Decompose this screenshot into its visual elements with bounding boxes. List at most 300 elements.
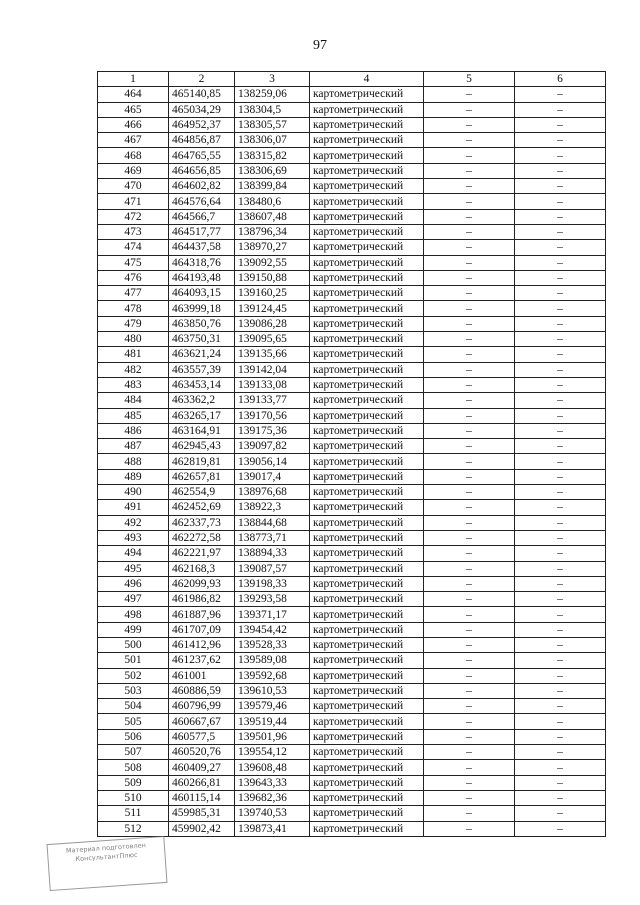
column-6-cell: – bbox=[515, 592, 606, 607]
column-6-cell: – bbox=[515, 240, 606, 255]
column-6-cell: – bbox=[515, 485, 606, 500]
x-coordinate-cell: 464576,64 bbox=[169, 194, 235, 209]
column-6-cell: – bbox=[515, 790, 606, 805]
point-number-cell: 496 bbox=[98, 576, 169, 591]
column-6-cell: – bbox=[515, 148, 606, 163]
y-coordinate-cell: 139170,56 bbox=[235, 408, 310, 423]
y-coordinate-cell: 138976,68 bbox=[235, 485, 310, 500]
column-5-cell: – bbox=[424, 607, 515, 622]
column-5-cell: – bbox=[424, 87, 515, 102]
column-5-cell: – bbox=[424, 515, 515, 530]
column-6-cell: – bbox=[515, 408, 606, 423]
y-coordinate-cell: 139643,33 bbox=[235, 775, 310, 790]
column-5-cell: – bbox=[424, 469, 515, 484]
x-coordinate-cell: 464952,37 bbox=[169, 117, 235, 132]
column-6-cell: – bbox=[515, 255, 606, 270]
method-cell: картометрический bbox=[310, 790, 424, 805]
method-cell: картометрический bbox=[310, 133, 424, 148]
x-coordinate-cell: 462099,93 bbox=[169, 576, 235, 591]
column-header: 2 bbox=[169, 72, 235, 87]
column-6-cell: – bbox=[515, 714, 606, 729]
column-5-cell: – bbox=[424, 301, 515, 316]
table-row bbox=[98, 240, 606, 255]
x-coordinate-cell: 464318,76 bbox=[169, 255, 235, 270]
point-number-cell: 504 bbox=[98, 699, 169, 714]
y-coordinate-cell: 138306,69 bbox=[235, 163, 310, 178]
x-coordinate-cell: 464656,85 bbox=[169, 163, 235, 178]
point-number-cell: 474 bbox=[98, 240, 169, 255]
y-coordinate-cell: 139589,08 bbox=[235, 653, 310, 668]
y-coordinate-cell: 139142,04 bbox=[235, 362, 310, 377]
point-number-cell: 506 bbox=[98, 729, 169, 744]
method-cell: картометрический bbox=[310, 683, 424, 698]
column-6-cell: – bbox=[515, 102, 606, 117]
y-coordinate-cell: 138399,84 bbox=[235, 179, 310, 194]
y-coordinate-cell: 138480,6 bbox=[235, 194, 310, 209]
point-number-cell: 502 bbox=[98, 668, 169, 683]
column-5-cell: – bbox=[424, 423, 515, 438]
column-6-cell: – bbox=[515, 729, 606, 744]
x-coordinate-cell: 460577,5 bbox=[169, 729, 235, 744]
column-6-cell: – bbox=[515, 133, 606, 148]
y-coordinate-cell: 138607,48 bbox=[235, 209, 310, 224]
y-coordinate-cell: 139097,82 bbox=[235, 439, 310, 454]
method-cell: картометрический bbox=[310, 485, 424, 500]
y-coordinate-cell: 139579,46 bbox=[235, 699, 310, 714]
column-5-cell: – bbox=[424, 377, 515, 392]
method-cell: картометрический bbox=[310, 546, 424, 561]
table-row bbox=[98, 821, 606, 836]
table-row bbox=[98, 117, 606, 132]
y-coordinate-cell: 139087,57 bbox=[235, 561, 310, 576]
column-5-cell: – bbox=[424, 790, 515, 805]
column-5-cell: – bbox=[424, 362, 515, 377]
x-coordinate-cell: 465034,29 bbox=[169, 102, 235, 117]
y-coordinate-cell: 139092,55 bbox=[235, 255, 310, 270]
column-6-cell: – bbox=[515, 270, 606, 285]
method-cell: картометрический bbox=[310, 286, 424, 301]
point-number-cell: 468 bbox=[98, 148, 169, 163]
y-coordinate-cell: 139124,45 bbox=[235, 301, 310, 316]
method-cell: картометрический bbox=[310, 576, 424, 591]
column-5-cell: – bbox=[424, 224, 515, 239]
y-coordinate-cell: 138844,68 bbox=[235, 515, 310, 530]
column-6-cell: – bbox=[515, 683, 606, 698]
method-cell: картометрический bbox=[310, 622, 424, 637]
y-coordinate-cell: 138894,33 bbox=[235, 546, 310, 561]
table-row bbox=[98, 515, 606, 530]
table-row bbox=[98, 485, 606, 500]
table-row bbox=[98, 653, 606, 668]
table-header-row bbox=[98, 72, 606, 87]
x-coordinate-cell: 463557,39 bbox=[169, 362, 235, 377]
x-coordinate-cell: 463362,2 bbox=[169, 393, 235, 408]
method-cell: картометрический bbox=[310, 332, 424, 347]
column-6-cell: – bbox=[515, 163, 606, 178]
column-5-cell: – bbox=[424, 500, 515, 515]
x-coordinate-cell: 462221,97 bbox=[169, 546, 235, 561]
x-coordinate-cell: 461412,96 bbox=[169, 637, 235, 652]
point-number-cell: 472 bbox=[98, 209, 169, 224]
column-5-cell: – bbox=[424, 133, 515, 148]
column-6-cell: – bbox=[515, 194, 606, 209]
x-coordinate-cell: 463621,24 bbox=[169, 347, 235, 362]
x-coordinate-cell: 464566,7 bbox=[169, 209, 235, 224]
point-number-cell: 501 bbox=[98, 653, 169, 668]
y-coordinate-cell: 139740,53 bbox=[235, 806, 310, 821]
table-row bbox=[98, 102, 606, 117]
y-coordinate-cell: 138315,82 bbox=[235, 148, 310, 163]
x-coordinate-cell: 464856,87 bbox=[169, 133, 235, 148]
column-5-cell: – bbox=[424, 270, 515, 285]
column-5-cell: – bbox=[424, 179, 515, 194]
method-cell: картометрический bbox=[310, 607, 424, 622]
method-cell: картометрический bbox=[310, 714, 424, 729]
point-number-cell: 486 bbox=[98, 423, 169, 438]
method-cell: картометрический bbox=[310, 760, 424, 775]
point-number-cell: 477 bbox=[98, 286, 169, 301]
column-5-cell: – bbox=[424, 683, 515, 698]
method-cell: картометрический bbox=[310, 423, 424, 438]
table-row bbox=[98, 286, 606, 301]
column-5-cell: – bbox=[424, 117, 515, 132]
method-cell: картометрический bbox=[310, 362, 424, 377]
table-row bbox=[98, 622, 606, 637]
table-row bbox=[98, 530, 606, 545]
column-6-cell: – bbox=[515, 316, 606, 331]
table-row bbox=[98, 592, 606, 607]
table-row bbox=[98, 668, 606, 683]
y-coordinate-cell: 138773,71 bbox=[235, 530, 310, 545]
point-number-cell: 465 bbox=[98, 102, 169, 117]
table-row bbox=[98, 87, 606, 102]
point-number-cell: 491 bbox=[98, 500, 169, 515]
column-6-cell: – bbox=[515, 377, 606, 392]
table-row bbox=[98, 454, 606, 469]
method-cell: картометрический bbox=[310, 194, 424, 209]
x-coordinate-cell: 462168,3 bbox=[169, 561, 235, 576]
y-coordinate-cell: 139135,66 bbox=[235, 347, 310, 362]
column-header: 1 bbox=[98, 72, 169, 87]
x-coordinate-cell: 461707,09 bbox=[169, 622, 235, 637]
x-coordinate-cell: 460886,59 bbox=[169, 683, 235, 698]
table-row bbox=[98, 362, 606, 377]
y-coordinate-cell: 138922,3 bbox=[235, 500, 310, 515]
x-coordinate-cell: 465140,85 bbox=[169, 87, 235, 102]
method-cell: картометрический bbox=[310, 745, 424, 760]
point-number-cell: 489 bbox=[98, 469, 169, 484]
point-number-cell: 488 bbox=[98, 454, 169, 469]
table-row bbox=[98, 377, 606, 392]
point-number-cell: 483 bbox=[98, 377, 169, 392]
x-coordinate-cell: 461001 bbox=[169, 668, 235, 683]
column-5-cell: – bbox=[424, 209, 515, 224]
method-cell: картометрический bbox=[310, 806, 424, 821]
method-cell: картометрический bbox=[310, 454, 424, 469]
column-5-cell: – bbox=[424, 485, 515, 500]
point-number-cell: 480 bbox=[98, 332, 169, 347]
column-6-cell: – bbox=[515, 500, 606, 515]
column-6-cell: – bbox=[515, 637, 606, 652]
method-cell: картометрический bbox=[310, 347, 424, 362]
x-coordinate-cell: 464437,58 bbox=[169, 240, 235, 255]
x-coordinate-cell: 460796,99 bbox=[169, 699, 235, 714]
point-number-cell: 512 bbox=[98, 821, 169, 836]
table-row bbox=[98, 209, 606, 224]
method-cell: картометрический bbox=[310, 561, 424, 576]
method-cell: картометрический bbox=[310, 163, 424, 178]
method-cell: картометрический bbox=[310, 117, 424, 132]
y-coordinate-cell: 138305,57 bbox=[235, 117, 310, 132]
point-number-cell: 509 bbox=[98, 775, 169, 790]
coordinates-table bbox=[97, 71, 606, 837]
x-coordinate-cell: 462819,81 bbox=[169, 454, 235, 469]
column-5-cell: – bbox=[424, 163, 515, 178]
column-6-cell: – bbox=[515, 117, 606, 132]
table-row bbox=[98, 347, 606, 362]
column-5-cell: – bbox=[424, 760, 515, 775]
y-coordinate-cell: 139017,4 bbox=[235, 469, 310, 484]
method-cell: картометрический bbox=[310, 530, 424, 545]
method-cell: картометрический bbox=[310, 592, 424, 607]
column-5-cell: – bbox=[424, 806, 515, 821]
x-coordinate-cell: 462657,81 bbox=[169, 469, 235, 484]
stamp-text: Материал подготовлен КонсультантПлюс bbox=[65, 841, 147, 864]
x-coordinate-cell: 460409,27 bbox=[169, 760, 235, 775]
x-coordinate-cell: 464193,48 bbox=[169, 270, 235, 285]
column-6-cell: – bbox=[515, 209, 606, 224]
column-header: 4 bbox=[310, 72, 424, 87]
table-row bbox=[98, 316, 606, 331]
method-cell: картометрический bbox=[310, 179, 424, 194]
column-6-cell: – bbox=[515, 286, 606, 301]
table-row bbox=[98, 270, 606, 285]
point-number-cell: 508 bbox=[98, 760, 169, 775]
y-coordinate-cell: 139519,44 bbox=[235, 714, 310, 729]
column-5-cell: – bbox=[424, 729, 515, 744]
table-row bbox=[98, 607, 606, 622]
x-coordinate-cell: 460520,76 bbox=[169, 745, 235, 760]
table-row bbox=[98, 546, 606, 561]
table-row bbox=[98, 148, 606, 163]
method-cell: картометрический bbox=[310, 775, 424, 790]
column-6-cell: – bbox=[515, 87, 606, 102]
point-number-cell: 473 bbox=[98, 224, 169, 239]
column-6-cell: – bbox=[515, 561, 606, 576]
column-5-cell: – bbox=[424, 408, 515, 423]
point-number-cell: 475 bbox=[98, 255, 169, 270]
x-coordinate-cell: 464093,15 bbox=[169, 286, 235, 301]
point-number-cell: 478 bbox=[98, 301, 169, 316]
x-coordinate-cell: 462554,9 bbox=[169, 485, 235, 500]
column-5-cell: – bbox=[424, 546, 515, 561]
y-coordinate-cell: 139133,08 bbox=[235, 377, 310, 392]
table-row bbox=[98, 423, 606, 438]
point-number-cell: 482 bbox=[98, 362, 169, 377]
table-row bbox=[98, 332, 606, 347]
column-5-cell: – bbox=[424, 194, 515, 209]
table-row bbox=[98, 806, 606, 821]
point-number-cell: 505 bbox=[98, 714, 169, 729]
column-6-cell: – bbox=[515, 332, 606, 347]
method-cell: картометрический bbox=[310, 224, 424, 239]
table-row bbox=[98, 637, 606, 652]
column-6-cell: – bbox=[515, 775, 606, 790]
x-coordinate-cell: 463453,14 bbox=[169, 377, 235, 392]
column-6-cell: – bbox=[515, 454, 606, 469]
point-number-cell: 507 bbox=[98, 745, 169, 760]
method-cell: картометрический bbox=[310, 102, 424, 117]
x-coordinate-cell: 459902,42 bbox=[169, 821, 235, 836]
x-coordinate-cell: 460667,67 bbox=[169, 714, 235, 729]
column-6-cell: – bbox=[515, 699, 606, 714]
column-6-cell: – bbox=[515, 806, 606, 821]
y-coordinate-cell: 139133,77 bbox=[235, 393, 310, 408]
method-cell: картометрический bbox=[310, 500, 424, 515]
column-5-cell: – bbox=[424, 561, 515, 576]
column-header: 6 bbox=[515, 72, 606, 87]
x-coordinate-cell: 462337,73 bbox=[169, 515, 235, 530]
y-coordinate-cell: 139056,14 bbox=[235, 454, 310, 469]
y-coordinate-cell: 139682,36 bbox=[235, 790, 310, 805]
point-number-cell: 499 bbox=[98, 622, 169, 637]
y-coordinate-cell: 139608,48 bbox=[235, 760, 310, 775]
column-5-cell: – bbox=[424, 148, 515, 163]
table-row bbox=[98, 408, 606, 423]
column-5-cell: – bbox=[424, 821, 515, 836]
point-number-cell: 470 bbox=[98, 179, 169, 194]
x-coordinate-cell: 463265,17 bbox=[169, 408, 235, 423]
x-coordinate-cell: 464602,82 bbox=[169, 179, 235, 194]
method-cell: картометрический bbox=[310, 316, 424, 331]
column-6-cell: – bbox=[515, 576, 606, 591]
x-coordinate-cell: 461237,62 bbox=[169, 653, 235, 668]
method-cell: картометрический bbox=[310, 87, 424, 102]
y-coordinate-cell: 139501,96 bbox=[235, 729, 310, 744]
x-coordinate-cell: 463750,31 bbox=[169, 332, 235, 347]
point-number-cell: 490 bbox=[98, 485, 169, 500]
table-row bbox=[98, 775, 606, 790]
column-6-cell: – bbox=[515, 347, 606, 362]
table-body bbox=[98, 87, 606, 837]
table-row bbox=[98, 576, 606, 591]
y-coordinate-cell: 139371,17 bbox=[235, 607, 310, 622]
x-coordinate-cell: 459985,31 bbox=[169, 806, 235, 821]
method-cell: картометрический bbox=[310, 148, 424, 163]
table-row bbox=[98, 500, 606, 515]
page-number: 97 bbox=[313, 38, 327, 53]
table-row bbox=[98, 301, 606, 316]
point-number-cell: 467 bbox=[98, 133, 169, 148]
x-coordinate-cell: 461986,82 bbox=[169, 592, 235, 607]
column-6-cell: – bbox=[515, 393, 606, 408]
point-number-cell: 494 bbox=[98, 546, 169, 561]
table-row bbox=[98, 790, 606, 805]
method-cell: картометрический bbox=[310, 469, 424, 484]
column-6-cell: – bbox=[515, 530, 606, 545]
y-coordinate-cell: 139175,36 bbox=[235, 423, 310, 438]
column-6-cell: – bbox=[515, 546, 606, 561]
column-6-cell: – bbox=[515, 622, 606, 637]
y-coordinate-cell: 139086,28 bbox=[235, 316, 310, 331]
method-cell: картометрический bbox=[310, 393, 424, 408]
column-6-cell: – bbox=[515, 469, 606, 484]
column-6-cell: – bbox=[515, 821, 606, 836]
point-number-cell: 503 bbox=[98, 683, 169, 698]
column-5-cell: – bbox=[424, 714, 515, 729]
table-row bbox=[98, 745, 606, 760]
method-cell: картометрический bbox=[310, 821, 424, 836]
consultant-stamp bbox=[47, 836, 168, 891]
method-cell: картометрический bbox=[310, 270, 424, 285]
y-coordinate-cell: 138259,06 bbox=[235, 87, 310, 102]
table-row bbox=[98, 469, 606, 484]
method-cell: картометрический bbox=[310, 729, 424, 744]
table-row bbox=[98, 760, 606, 775]
column-5-cell: – bbox=[424, 775, 515, 790]
table-row bbox=[98, 133, 606, 148]
point-number-cell: 471 bbox=[98, 194, 169, 209]
table-row bbox=[98, 439, 606, 454]
column-5-cell: – bbox=[424, 255, 515, 270]
method-cell: картометрический bbox=[310, 301, 424, 316]
y-coordinate-cell: 139198,33 bbox=[235, 576, 310, 591]
table-row bbox=[98, 163, 606, 178]
point-number-cell: 485 bbox=[98, 408, 169, 423]
y-coordinate-cell: 138970,27 bbox=[235, 240, 310, 255]
table-row bbox=[98, 224, 606, 239]
point-number-cell: 498 bbox=[98, 607, 169, 622]
table-row bbox=[98, 179, 606, 194]
x-coordinate-cell: 463999,18 bbox=[169, 301, 235, 316]
column-5-cell: – bbox=[424, 576, 515, 591]
point-number-cell: 484 bbox=[98, 393, 169, 408]
point-number-cell: 469 bbox=[98, 163, 169, 178]
y-coordinate-cell: 138796,34 bbox=[235, 224, 310, 239]
method-cell: картометрический bbox=[310, 377, 424, 392]
column-6-cell: – bbox=[515, 362, 606, 377]
method-cell: картометрический bbox=[310, 668, 424, 683]
column-5-cell: – bbox=[424, 622, 515, 637]
column-5-cell: – bbox=[424, 102, 515, 117]
x-coordinate-cell: 463164,91 bbox=[169, 423, 235, 438]
point-number-cell: 511 bbox=[98, 806, 169, 821]
column-6-cell: – bbox=[515, 179, 606, 194]
table-row bbox=[98, 714, 606, 729]
y-coordinate-cell: 139528,33 bbox=[235, 637, 310, 652]
column-6-cell: – bbox=[515, 607, 606, 622]
point-number-cell: 495 bbox=[98, 561, 169, 576]
column-header: 3 bbox=[235, 72, 310, 87]
point-number-cell: 481 bbox=[98, 347, 169, 362]
point-number-cell: 500 bbox=[98, 637, 169, 652]
table-row bbox=[98, 393, 606, 408]
point-number-cell: 466 bbox=[98, 117, 169, 132]
column-5-cell: – bbox=[424, 347, 515, 362]
point-number-cell: 479 bbox=[98, 316, 169, 331]
x-coordinate-cell: 464517,77 bbox=[169, 224, 235, 239]
method-cell: картометрический bbox=[310, 255, 424, 270]
table-row bbox=[98, 255, 606, 270]
y-coordinate-cell: 139293,58 bbox=[235, 592, 310, 607]
column-5-cell: – bbox=[424, 699, 515, 714]
column-5-cell: – bbox=[424, 653, 515, 668]
y-coordinate-cell: 139592,68 bbox=[235, 668, 310, 683]
column-6-cell: – bbox=[515, 439, 606, 454]
point-number-cell: 492 bbox=[98, 515, 169, 530]
x-coordinate-cell: 462452,69 bbox=[169, 500, 235, 515]
method-cell: картометрический bbox=[310, 653, 424, 668]
